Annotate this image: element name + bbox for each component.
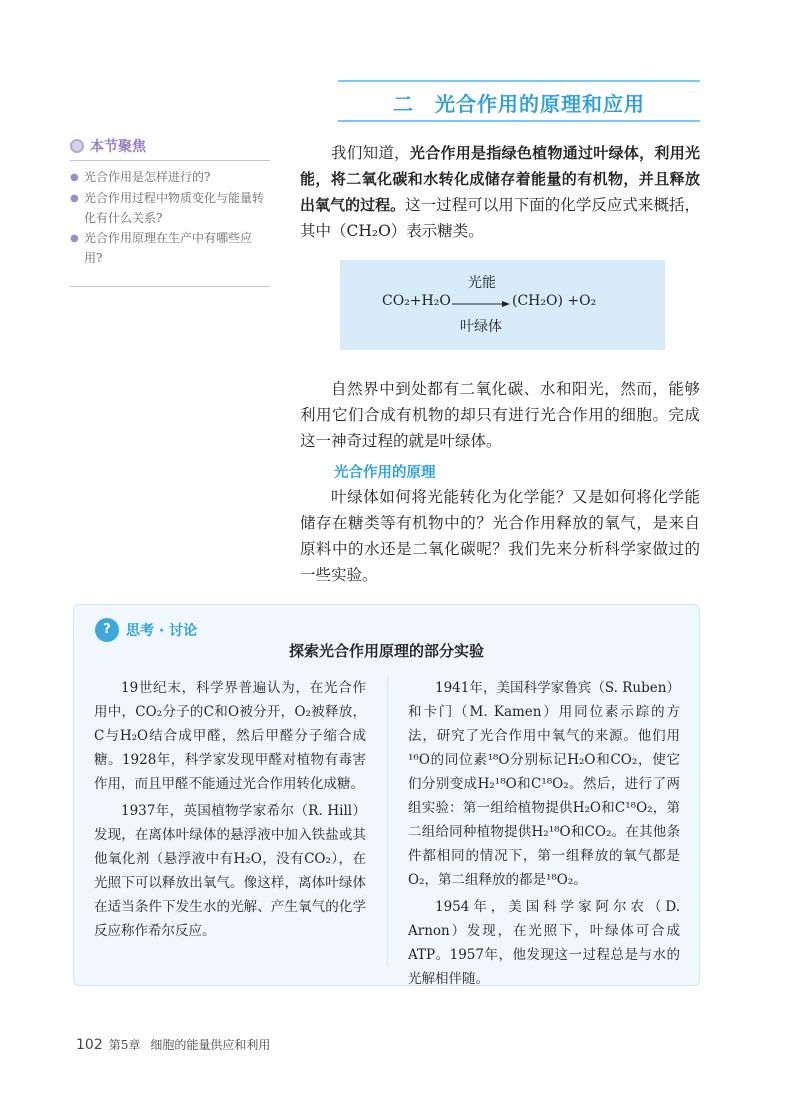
intro-paragraph [300, 140, 700, 244]
bullet-icon: ● [70, 193, 79, 204]
subsection-heading: 光合作用的原理 [334, 465, 436, 481]
paragraph-nature: 自然界中到处都有二氧化碳、水和阳光，然而，能够利用它们合成有机物的却只有进行光合作用的细胞。完成这一神奇过程的就是叶绿体。 [300, 380, 700, 450]
focus-item-text: 光合作用是怎样进行的? [84, 170, 211, 184]
section-title-rule-top [338, 80, 700, 82]
discussion-paragraph: 1937年，英国植物学家希尔（R. Hill）发现，在离体叶绿体的悬浮液中加入铁盐或其他氧化剂（悬浮液中有H₂O，没有CO₂），在光照下可以释放出氧气。像这样，离体叶绿体在适当条件下发生水的光解、产生氧气的化学反应称作希尔反应。 [94, 803, 366, 939]
reaction-arrow-icon [452, 299, 510, 309]
bullet-icon: ● [70, 172, 79, 183]
intro-lead: 我们知道， [331, 144, 410, 162]
discussion-title: 探索光合作用原理的部分实验 [288, 642, 484, 660]
equation-box [340, 260, 665, 350]
page-number: 102 [76, 1037, 103, 1053]
equation-products: (CH₂O) +O₂ [512, 293, 597, 309]
section-title: 二 光合作用的原理和应用 [393, 92, 645, 116]
bullet-icon: ● [70, 233, 79, 244]
discussion-right-column [408, 676, 680, 994]
paragraph-question: 叶绿体如何将光能转化为化学能？又是如何将化学能储存在糖类等有机物中的？光合作用释放的氧气，是来自原料中的水还是二氧化碳呢？我们先来分析科学家做过的一些实验。 [300, 488, 700, 584]
discussion-paragraph: 1941年，美国科学家鲁宾（S. Ruben）和卡门（M. Kamen）用同位素示踪的方法，研究了光合作用中氧气的来源。他们用¹⁶O的同位素¹⁸O分别标记H₂O和CO₂，使它们分别变成H₂¹⁸O和C¹⁸O₂。然后，进行了两组实验：第一组给植物提供H₂O和C¹⁸O₂，第二组给同种植物提供H₂¹⁸O和CO₂。在其他条件都相同的情况下，第一组释放的氧气都是O₂，第二组释放的都是¹⁸O₂。 [408, 680, 680, 888]
focus-title: 本节聚焦 [90, 139, 146, 155]
focus-item-text: 光合作用过程中物质变化与能量转化有什么关系? [84, 191, 265, 225]
discussion-paragraph: 1954年，美国科学家阿尔农（D. Arnon）发现，在光照下，叶绿体可合成ATP。1957年，他发现这一过程总是与水的光解相伴随。 [408, 899, 680, 987]
discussion-icon: ? [95, 618, 119, 642]
discussion-paragraph: 19世纪末，科学界普遍认为，在光合作用中，CO₂分子的C和O被分开，O₂被释放，C与H₂O结合成甲醛，然后甲醛分子缩合成糖。1928年，科学家发现甲醛对植物有毒害作用，而且甲醛不能通过光合作用转化成糖。 [94, 680, 366, 792]
equation-condition-top: 光能 [468, 275, 496, 291]
section-title-rule-bottom [338, 120, 700, 122]
page-footer [76, 1036, 270, 1053]
chapter-number: 第5章 [108, 1038, 141, 1052]
focus-divider [70, 160, 270, 161]
discussion-left-column [94, 676, 366, 946]
focus-dot-icon [70, 139, 84, 153]
equation-reactants: CO₂+H₂O [382, 293, 451, 309]
focus-item-text: 光合作用原理在生产中有哪些应用? [84, 231, 253, 265]
chapter-title: 细胞的能量供应和利用 [150, 1038, 271, 1052]
column-divider [387, 676, 388, 966]
focus-item [70, 188, 270, 228]
focus-header [70, 136, 270, 156]
focus-item [70, 167, 270, 188]
intro-definition: 光合作用是指绿色植物通过叶绿体，利用光能，将二氧化碳和水转化成储存着能量的有机物，并且释放出氧气的过程。 [300, 144, 700, 214]
focus-item [70, 228, 270, 268]
discussion-label: 思考 · 讨论 [126, 623, 198, 639]
intro-rest: 这一过程可以用下面的化学反应式来概括，其中（CH₂O）表示糖类。 [300, 196, 700, 240]
focus-sidebar [70, 136, 270, 268]
focus-bottom-rule [70, 286, 270, 287]
equation-condition-bottom: 叶绿体 [460, 319, 502, 335]
